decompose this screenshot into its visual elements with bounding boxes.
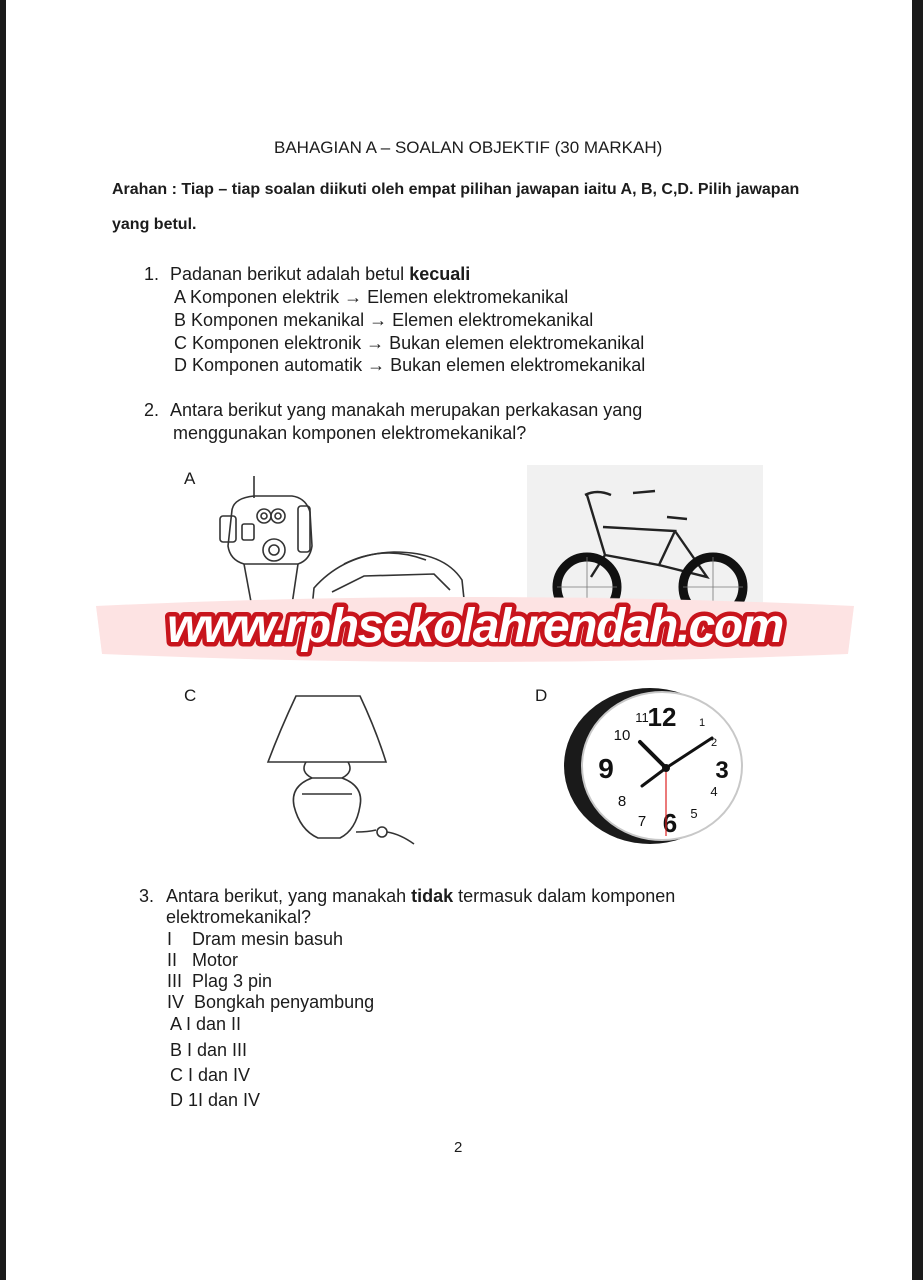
question-1-text (170, 264, 470, 285)
clock-number-9: 9 (598, 753, 614, 784)
table-lamp-illustration (256, 690, 426, 850)
question-3-keyword: tidak (411, 886, 454, 906)
clock-number-1: 1 (698, 717, 706, 729)
clock-number-4: 4 (710, 784, 718, 799)
page-number: 2 (454, 1139, 463, 1156)
question-3-item-2: II Motor (167, 950, 239, 970)
question-1-option-d: D Komponen automatik → Bukan elemen elektromekanikal (174, 355, 646, 375)
clock-number-7: 7 (637, 813, 647, 830)
website-watermark (90, 590, 860, 670)
clock-number-12: 12 (647, 702, 677, 732)
image-label-c: C (184, 686, 197, 705)
question-1-keyword: kecuali (409, 264, 471, 284)
question-2-line-1: Antara berikut yang manakah merupakan perkakasan yang (170, 400, 643, 420)
question-1-option-c: C Komponen elektronik → Bukan elemen elektromekanikal (174, 333, 645, 353)
instruction-line-1: Arahan : Tiap – tiap soalan diikuti oleh empat pilihan jawapan iaitu A, B, C,D. Pilih jawapan (112, 181, 800, 198)
clock-number-2: 2 (710, 737, 718, 749)
question-3-option-d: D 1I dan IV (170, 1090, 261, 1110)
instruction-line-2: yang betul. (112, 216, 197, 233)
question-3-line-2: elektromekanikal? (166, 907, 312, 927)
question-3-text-main: Antara berikut, yang manakah (166, 886, 412, 906)
question-3-item-4: IV Bongkah penyambung (167, 992, 375, 1012)
question-1-option-a: A Komponen elektrik → Elemen elektromekanikal (174, 287, 569, 307)
clock-number-11: 11 (635, 710, 649, 725)
clock-number-3: 3 (715, 757, 729, 784)
image-label-d: D (535, 686, 548, 705)
question-3-number: 3. (139, 886, 155, 906)
question-3-text-end: termasuk dalam komponen (453, 886, 676, 906)
question-3-item-3: III Plag 3 pin (167, 971, 273, 991)
question-2-line-2: menggunakan komponen elektromekanikal? (173, 423, 527, 443)
question-3-option-c: C I dan IV (170, 1065, 251, 1085)
question-3-option-a: A I dan II (170, 1014, 242, 1034)
section-title: BAHAGIAN A – SOALAN OBJEKTIF (30 MARKAH) (274, 138, 663, 157)
image-label-a: A (184, 469, 196, 488)
question-1-number: 1. (144, 264, 160, 284)
clock-number-10: 10 (613, 727, 631, 744)
wall-clock-illustration (562, 686, 752, 846)
clock-number-5: 5 (690, 806, 698, 821)
question-2-number: 2. (144, 400, 160, 420)
clock-number-8: 8 (617, 793, 627, 810)
clock-number-6: 6 (662, 808, 678, 838)
watermark-text: www.rphsekolahrendah.com (167, 600, 783, 653)
question-3-option-b: B I dan III (170, 1040, 248, 1060)
question-3-item-1: I Dram mesin basuh (167, 929, 344, 949)
question-1-text-main: Padanan berikut adalah betul (170, 264, 410, 284)
document-page (6, 0, 912, 1280)
question-3-text (166, 886, 675, 907)
question-1-option-b: B Komponen mekanikal → Elemen elektromekanikal (174, 310, 594, 330)
